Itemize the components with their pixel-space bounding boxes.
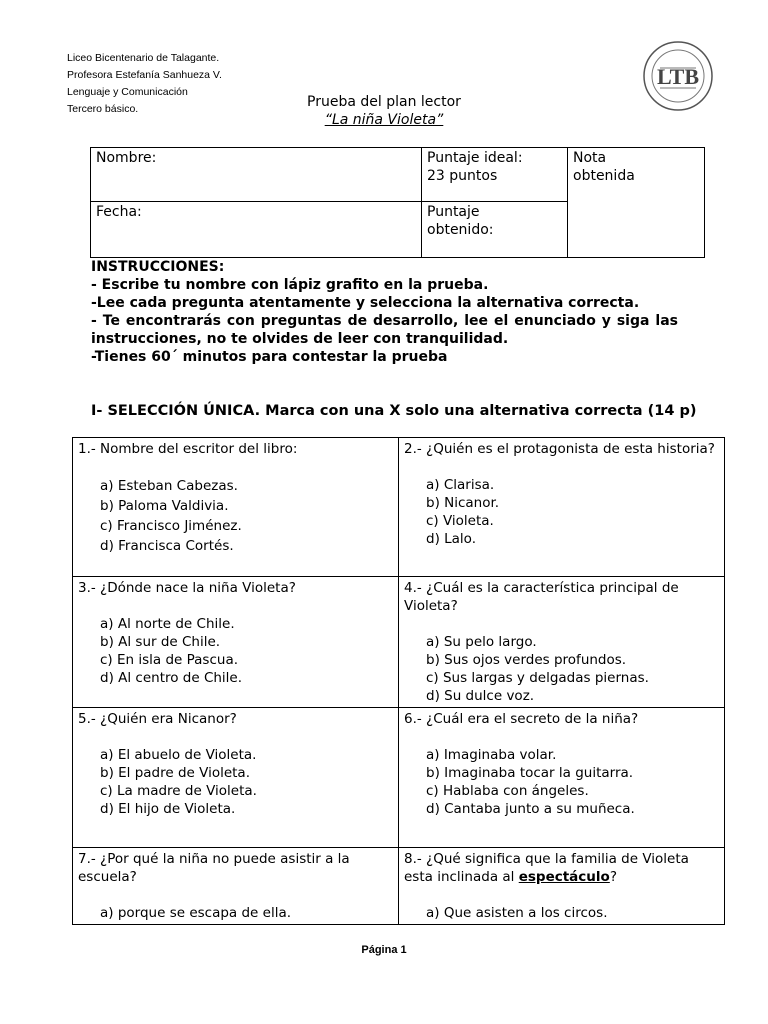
instructions-heading: INSTRUCCIONES:	[91, 259, 225, 275]
question-cell	[399, 848, 725, 925]
alternative[interactable]: b) Imaginaba tocar la guitarra.	[426, 765, 634, 781]
instruction-line: - Te encontrarás con preguntas de desarrollo, lee el enunciado y siga las instrucciones, no te olvides de leer con tranquilidad.	[91, 313, 678, 347]
exam-title: Prueba del plan lector	[307, 94, 461, 110]
alternative[interactable]: d) Su dulce voz.	[426, 688, 535, 704]
question-keyword: espectáculo	[518, 869, 610, 885]
question-cell	[399, 438, 725, 577]
instruction-line: -Tienes 60´ minutos para contestar la prueba	[91, 349, 448, 365]
alternative[interactable]: b) Paloma Valdivia.	[100, 498, 229, 514]
alternative[interactable]: c) La madre de Violeta.	[100, 783, 257, 799]
alternative[interactable]: b) Al sur de Chile.	[100, 634, 221, 650]
puntaje-ideal-cell	[422, 148, 568, 202]
alternative[interactable]: d) Lalo.	[426, 531, 476, 547]
puntaje-ideal-label: Puntaje ideal:	[427, 150, 523, 166]
alternative[interactable]: c) Hablaba con ángeles.	[426, 783, 589, 799]
question-text	[404, 850, 719, 886]
student-info-table	[90, 147, 705, 258]
alternative[interactable]: b) Sus ojos verdes profundos.	[426, 652, 627, 668]
alternative[interactable]: c) Francisco Jiménez.	[100, 518, 242, 534]
alternative[interactable]: a) Clarisa.	[426, 477, 495, 493]
instructions	[91, 258, 678, 366]
question-text-end: ?	[609, 869, 617, 885]
nombre-cell[interactable]	[91, 148, 422, 202]
nota-label: Nota obtenida	[573, 150, 635, 184]
alternative[interactable]: a) Al norte de Chile.	[100, 616, 235, 632]
fecha-cell[interactable]	[91, 202, 422, 258]
question-text: 3.- ¿Dónde nace la niña Violeta?	[78, 580, 296, 596]
alternative[interactable]: a) Esteban Cabezas.	[100, 478, 238, 494]
nombre-label: Nombre:	[96, 150, 157, 166]
alternative[interactable]: c) Sus largas y delgadas piernas.	[426, 670, 649, 686]
alternative[interactable]: a) Imaginaba volar.	[426, 747, 557, 763]
alternative[interactable]: d) Cantaba junto a su muñeca.	[426, 801, 635, 817]
question-text-start: 8.- ¿Qué significa que la familia de Violeta esta inclinada al	[404, 851, 689, 885]
question-cell	[73, 577, 399, 708]
fecha-label: Fecha:	[96, 204, 142, 220]
alternative[interactable]: c) En isla de Pascua.	[100, 652, 239, 668]
section-title: I- SELECCIÓN ÚNICA. Marca con una X solo una alternativa correcta (14 p)	[91, 403, 697, 419]
instruction-line: - Escribe tu nombre con lápiz grafito en la prueba.	[91, 277, 489, 293]
question-text: 4.- ¿Cuál es la característica principal de Violeta?	[404, 580, 679, 614]
alternative[interactable]: b) El padre de Violeta.	[100, 765, 250, 781]
question-cell	[73, 438, 399, 577]
question-text: 5.- ¿Quién era Nicanor?	[78, 711, 237, 727]
puntaje-ideal-value: 23 puntos	[427, 168, 498, 184]
school-line: Liceo Bicentenario de Talagante.	[67, 52, 220, 64]
question-cell	[399, 708, 725, 848]
puntaje-obtenido-cell[interactable]	[422, 202, 568, 258]
nota-cell[interactable]	[568, 148, 705, 258]
book-title: “La niña Violeta”	[324, 112, 444, 128]
question-cell	[73, 848, 399, 925]
school-line: Lenguaje y Comunicación	[67, 86, 188, 98]
alternative[interactable]: a) Su pelo largo.	[426, 634, 537, 650]
question-text: 1.- Nombre del escritor del libro:	[78, 441, 298, 457]
puntaje-obtenido-label: Puntaje obtenido:	[427, 204, 494, 238]
alternative[interactable]: a) Que asisten a los circos.	[426, 905, 608, 921]
alternative[interactable]: b) Nicanor.	[426, 495, 500, 511]
instruction-line: -Lee cada pregunta atentamente y selecciona la alternativa correcta.	[91, 295, 640, 311]
alternative[interactable]: a) El abuelo de Violeta.	[100, 747, 257, 763]
alternative[interactable]: d) Francisca Cortés.	[100, 538, 234, 554]
question-text: 6.- ¿Cuál era el secreto de la niña?	[404, 711, 639, 727]
school-line: Profesora Estefanía Sanhueza V.	[67, 69, 222, 81]
logo-text: LTB	[656, 64, 700, 89]
alternative[interactable]: c) Violeta.	[426, 513, 494, 529]
school-line: Tercero básico.	[67, 103, 139, 115]
question-cell	[73, 708, 399, 848]
questions-table	[72, 437, 725, 925]
page-number: Página 1	[361, 944, 407, 956]
alternative[interactable]: d) Al centro de Chile.	[100, 670, 243, 686]
alternative[interactable]: a) porque se escapa de ella.	[100, 905, 292, 921]
question-cell	[399, 577, 725, 708]
alternative[interactable]: d) El hijo de Violeta.	[100, 801, 236, 817]
question-text: 7.- ¿Por qué la niña no puede asistir a la escuela?	[78, 851, 350, 885]
question-text: 2.- ¿Quién es el protagonista de esta historia?	[404, 441, 715, 457]
